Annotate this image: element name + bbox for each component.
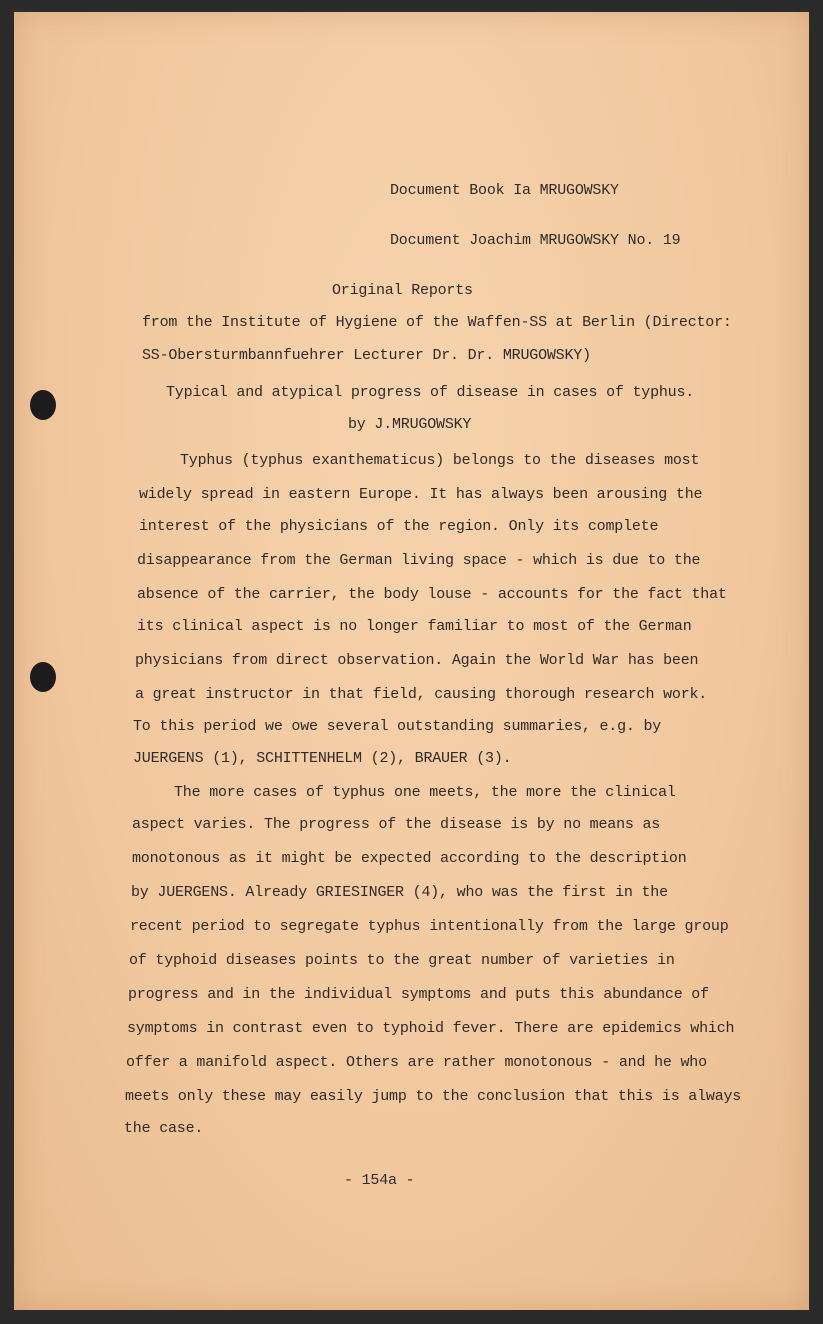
institute-line-2: SS-Obersturmbannfuehrer Lecturer Dr. Dr. MRUGOWSKY) xyxy=(142,347,591,364)
document-number-label: Document Joachim MRUGOWSKY No. 19 xyxy=(390,232,681,249)
body-line: offer a manifold aspect. Others are rather monotonous - and he who xyxy=(126,1054,707,1071)
punch-hole-bottom xyxy=(30,662,56,692)
body-line: disappearance from the German living space - which is due to the xyxy=(137,552,701,569)
report-heading: Original Reports xyxy=(332,282,473,299)
body-line: aspect varies. The progress of the disease is by no means as xyxy=(132,816,661,833)
document-page xyxy=(14,12,809,1310)
body-line: Typhus (typhus exanthematicus) belongs to the diseases most xyxy=(180,452,700,469)
body-line: a great instructor in that field, causing thorough research work. xyxy=(135,686,708,703)
report-subject: Typical and atypical progress of disease in cases of typhus. xyxy=(166,384,695,401)
body-line: monotonous as it might be expected according to the description xyxy=(132,850,687,867)
body-line: absence of the carrier, the body louse - accounts for the fact that xyxy=(137,586,727,603)
report-author: by J.MRUGOWSKY xyxy=(348,416,472,433)
body-line: JUERGENS (1), SCHITTENHELM (2), BRAUER (3). xyxy=(133,750,512,767)
body-line: physicians from direct observation. Again the World War has been xyxy=(135,652,699,669)
body-line: interest of the physicians of the region. Only its complete xyxy=(139,518,659,535)
page-number: - 154a - xyxy=(344,1172,415,1189)
body-line: symptoms in contrast even to typhoid fever. There are epidemics which xyxy=(127,1020,735,1037)
body-line: widely spread in eastern Europe. It has always been arousing the xyxy=(139,486,703,503)
body-line: The more cases of typhus one meets, the more the clinical xyxy=(174,784,676,801)
body-line: by JUERGENS. Already GRIESINGER (4), who was the first in the xyxy=(131,884,668,901)
institute-line-1: from the Institute of Hygiene of the Waffen-SS at Berlin (Director: xyxy=(142,314,732,331)
body-line: meets only these may easily jump to the conclusion that this is always xyxy=(125,1088,742,1105)
body-line: progress and in the individual symptoms and puts this abundance of xyxy=(128,986,709,1003)
punch-hole-top xyxy=(30,390,56,420)
body-line: To this period we owe several outstanding summaries, e.g. by xyxy=(133,718,662,735)
body-line: the case. xyxy=(124,1120,204,1137)
body-line: recent period to segregate typhus intentionally from the large group xyxy=(130,918,729,935)
body-line: its clinical aspect is no longer familiar to most of the German xyxy=(137,618,692,635)
document-book-label: Document Book Ia MRUGOWSKY xyxy=(390,182,619,199)
body-line: of typhoid diseases points to the great number of varieties in xyxy=(129,952,675,969)
